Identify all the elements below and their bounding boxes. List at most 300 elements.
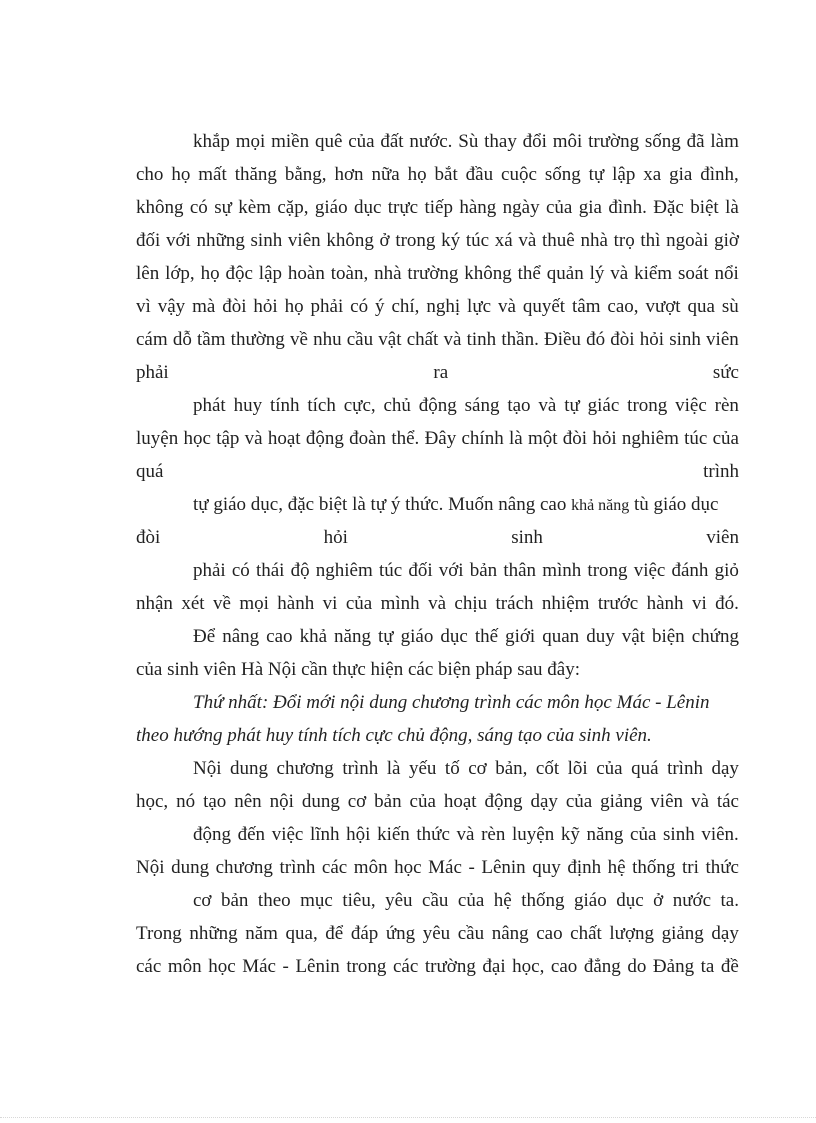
word: học (394, 857, 422, 878)
word: biệt (690, 197, 719, 218)
word: chính (461, 428, 504, 449)
word: thể (517, 263, 541, 284)
word: hỏi (639, 329, 665, 350)
word: đẳng (583, 956, 621, 977)
word: cuộc (501, 164, 537, 185)
word: trường (588, 131, 640, 152)
word: yêu (422, 923, 451, 944)
word: nâng (222, 626, 260, 647)
word: vượt (645, 296, 681, 317)
word: dục (353, 197, 382, 218)
word: hệ (607, 857, 626, 878)
word: vi (322, 593, 338, 614)
word: một (527, 428, 558, 449)
word: đến (237, 824, 266, 845)
word: cho (136, 164, 164, 185)
word: viên. (701, 824, 739, 845)
word: hoạt (267, 428, 301, 449)
word: soát (677, 263, 709, 284)
word: học (183, 428, 211, 449)
word: về (212, 593, 231, 614)
word: Điều (544, 329, 581, 350)
word: tạo (203, 791, 227, 812)
word: không (136, 197, 184, 218)
word: Nội (136, 857, 165, 878)
text-line (193, 395, 739, 417)
word: độc (225, 263, 253, 284)
word: và (538, 395, 557, 416)
word: là (725, 197, 739, 218)
word: qua, (285, 923, 318, 944)
word: túc (378, 560, 403, 581)
text-line (136, 164, 739, 186)
word: - (282, 956, 289, 977)
text-line (193, 494, 739, 517)
spread-word: viên (706, 527, 739, 548)
word: mọi (239, 593, 269, 614)
word: lập (258, 263, 283, 284)
word: và (428, 593, 446, 614)
word: đã (686, 131, 705, 152)
word: và (443, 329, 462, 350)
word: trong (346, 956, 387, 977)
word: dung (171, 857, 210, 878)
word: thuê (542, 230, 575, 251)
word: viên (706, 329, 739, 350)
word: có (189, 197, 208, 218)
word: chịu (454, 593, 488, 614)
word: thay (484, 131, 517, 152)
word: rèn (714, 395, 739, 416)
page-bottom-edge (0, 1117, 816, 1118)
word: tinh (466, 329, 497, 350)
word: cám (136, 329, 168, 350)
word: nổi (714, 263, 739, 284)
word: Đây (424, 428, 457, 449)
word: giới (505, 626, 536, 647)
word: năng (334, 626, 371, 647)
text-line: của sinh viên Hà Nội cần thực hiện các biện pháp sau đây: (136, 659, 580, 680)
text-line (193, 890, 739, 912)
word: cặp, (277, 197, 309, 218)
word: quan (542, 626, 580, 647)
word: tri (682, 857, 699, 878)
word: hành (277, 593, 315, 614)
word: với (165, 230, 191, 251)
word: hành (646, 593, 684, 614)
word: chất (570, 923, 602, 944)
word: tập (216, 428, 240, 449)
word: bản, (495, 758, 528, 779)
word: đại (482, 956, 506, 977)
word: sống (644, 131, 681, 152)
word: kèm (238, 197, 271, 218)
word: theo (257, 890, 291, 911)
word: hơn (334, 164, 364, 185)
word: dục (440, 626, 468, 647)
word: năng (586, 824, 624, 845)
word: tích (307, 395, 336, 416)
word: bản (469, 560, 498, 581)
word: của (348, 131, 375, 152)
word: họ (407, 164, 427, 185)
word: tiếp (424, 197, 453, 218)
word: đổi (522, 131, 547, 152)
text-line (136, 791, 739, 813)
word: đất (380, 131, 404, 152)
word: vi (691, 593, 707, 614)
word: đề (720, 956, 739, 977)
word: việc (271, 824, 304, 845)
word: sáng (464, 395, 500, 416)
word: nó (176, 791, 196, 812)
word: hội (346, 824, 371, 845)
word: cao (550, 956, 578, 977)
word: của (409, 791, 436, 812)
word: đó. (715, 593, 739, 614)
word: bắt (434, 164, 458, 185)
word: mình (542, 560, 582, 581)
word: nhu (313, 329, 342, 350)
word: yêu (385, 890, 413, 911)
word: luyện (136, 428, 179, 449)
word: ý (375, 296, 385, 317)
word: thăng (234, 164, 277, 185)
text-line (136, 263, 739, 285)
word: động (484, 791, 523, 812)
word: tố (444, 758, 460, 779)
text-run-small: khả năng (571, 497, 630, 514)
word: toàn, (330, 263, 369, 284)
word: chương (276, 758, 334, 779)
word: Mác (242, 956, 276, 977)
word: các (393, 956, 419, 977)
spread-word: ra (433, 362, 449, 383)
word: nhiệm (541, 593, 590, 614)
word: là (508, 428, 523, 449)
word: Đảng (652, 956, 695, 977)
word: cầu (457, 923, 485, 944)
word: phát (193, 395, 226, 416)
word: họ (171, 164, 191, 185)
word: cơ (468, 758, 487, 779)
word: trong (587, 560, 628, 581)
word: Lênin (295, 956, 340, 977)
word: thần. (501, 329, 539, 350)
word: cơ (347, 791, 367, 812)
word: trực (387, 197, 419, 218)
word: lượng (609, 923, 655, 944)
text-line (136, 428, 739, 450)
word: chứng (691, 626, 739, 647)
word: những (189, 923, 238, 944)
word: biện (651, 626, 685, 647)
word: dỗ (172, 329, 192, 350)
word: đình, (700, 164, 739, 185)
word: ứng (385, 923, 416, 944)
word: lớp, (165, 263, 195, 284)
word: qua (687, 296, 715, 317)
word: với (438, 560, 464, 581)
word: và (497, 296, 516, 317)
word: tạo (507, 395, 531, 416)
word: của (630, 824, 657, 845)
word: mọi (235, 131, 266, 152)
word: lực (467, 296, 492, 317)
word: quy (532, 857, 561, 878)
word: đánh (671, 560, 709, 581)
word: tự (564, 395, 580, 416)
word: thức (416, 824, 450, 845)
word: đòi (610, 329, 635, 350)
word: của (345, 593, 373, 614)
word: ở (379, 230, 390, 251)
word: của (712, 428, 739, 449)
word: trường (424, 956, 476, 977)
word: do (627, 956, 647, 977)
word: Trong (136, 923, 182, 944)
word: động (418, 395, 457, 416)
word: trước (597, 593, 639, 614)
word: quê (314, 131, 343, 152)
word: nghiêm (621, 428, 679, 449)
word: dục (616, 890, 644, 911)
word: trình (342, 758, 379, 779)
word: vì (136, 296, 151, 317)
spread-word: đòi (136, 527, 161, 548)
word: giỏ (714, 560, 739, 581)
word: thân (503, 560, 537, 581)
word: hỏi (253, 296, 278, 317)
word: giáo (574, 890, 607, 911)
word: đối (136, 230, 161, 251)
word: mà (192, 296, 216, 317)
word: giáo (400, 626, 434, 647)
word: dung (301, 791, 340, 812)
word: bản (220, 890, 249, 911)
word: vậy (157, 296, 186, 317)
text-line (136, 956, 739, 978)
text-line (136, 923, 739, 945)
word: có (350, 296, 369, 317)
word: quá (631, 758, 659, 779)
word: quản (546, 263, 584, 284)
word: đình. (608, 197, 647, 218)
word: kỹ (560, 824, 580, 845)
word: môn (353, 857, 388, 878)
word: cao (536, 923, 563, 944)
word: trách (495, 593, 534, 614)
word: nghị (426, 296, 461, 317)
word: là (386, 758, 401, 779)
word: nước. (409, 131, 453, 152)
word: giảng (600, 791, 643, 812)
word: nâng (491, 923, 529, 944)
word: có (231, 560, 250, 581)
word: trình (279, 857, 316, 878)
word: ta. (720, 890, 739, 911)
word: lĩnh (309, 824, 340, 845)
word: gia (578, 197, 602, 218)
word: gia (669, 164, 693, 185)
word: bằng, (284, 164, 327, 185)
word: chương (215, 857, 273, 878)
word: học (208, 956, 236, 977)
word: hỏi (592, 428, 617, 449)
word: trong (627, 395, 668, 416)
word: đáp (350, 923, 379, 944)
word: và (244, 428, 263, 449)
word: viên (650, 791, 684, 812)
text-line (136, 197, 739, 219)
word: sống (544, 164, 581, 185)
word: tác (716, 791, 739, 812)
word: và (456, 824, 475, 845)
word: cực, (343, 395, 376, 416)
word: sự (214, 197, 232, 218)
word: trình (667, 758, 703, 779)
word: nước (672, 890, 712, 911)
word: ta (700, 956, 715, 977)
spread-word: hỏi (323, 527, 348, 548)
word: chí, (391, 296, 420, 317)
word: và (518, 230, 537, 251)
word: sinh (250, 230, 283, 251)
text-line (193, 758, 739, 780)
word: nữa (371, 164, 400, 185)
word: ký (441, 230, 461, 251)
word: cốt (535, 758, 560, 779)
word: ở (653, 890, 664, 911)
spread-word: sức (712, 362, 739, 383)
word: chủ (383, 395, 411, 416)
word: cao, (607, 296, 639, 317)
text-line (193, 560, 739, 582)
word: rèn (481, 824, 506, 845)
text-line (136, 329, 739, 351)
word: mất (198, 164, 227, 185)
word: mình (380, 593, 420, 614)
word: thường (230, 329, 285, 350)
word: giờ (714, 230, 739, 251)
italic-heading-line: theo hướng phát huy tính tích cực chủ động, sáng tạo của sinh viên. (136, 725, 652, 746)
text-run: tù giáo dục (629, 494, 719, 515)
word: dung (230, 758, 269, 779)
word: hàng (459, 197, 497, 218)
word: và (610, 263, 629, 284)
word: độ (290, 560, 310, 581)
word: giác (587, 395, 620, 416)
word: trường (407, 263, 459, 284)
word: dạy (711, 923, 739, 944)
word: thống (521, 890, 565, 911)
word: môi (552, 131, 583, 152)
word: của (457, 890, 485, 911)
word: của (545, 197, 573, 218)
word: dạy (711, 758, 739, 779)
word: tầm (197, 329, 226, 350)
text-line (193, 131, 739, 153)
word: hoạt (443, 791, 477, 812)
word: tự (588, 164, 605, 185)
word: cầu (346, 329, 374, 350)
word: thống (632, 857, 676, 878)
text-line (193, 824, 739, 846)
word: nội (269, 791, 294, 812)
word: Sù (458, 131, 479, 152)
word: và (690, 791, 709, 812)
word: lên (136, 263, 160, 284)
text-line (136, 857, 739, 879)
spread-word: phải (136, 362, 169, 383)
word: chất (406, 329, 439, 350)
word: của (565, 791, 593, 812)
word: hoàn (287, 263, 325, 284)
word: tự (378, 626, 394, 647)
spread-line (136, 362, 739, 384)
word: động (305, 428, 344, 449)
word: nghiêm (315, 560, 373, 581)
word: thể. (391, 428, 420, 449)
word: thì (640, 230, 661, 251)
word: vật (621, 626, 645, 647)
word: họ (200, 263, 220, 284)
word: - (468, 857, 475, 878)
word: sinh (669, 329, 701, 350)
word: hệ (493, 890, 512, 911)
word: Nội (193, 758, 222, 779)
word: động (193, 824, 231, 845)
text-line (136, 593, 739, 615)
word: tiêu, (342, 890, 376, 911)
word: Mác (428, 857, 462, 878)
word: vật (378, 329, 402, 350)
word: không (464, 263, 512, 284)
word: khắp (193, 131, 230, 152)
word: lõi (567, 758, 588, 779)
word: việc (633, 560, 666, 581)
word: khả (299, 626, 327, 647)
word: cầu (422, 890, 449, 911)
word: nên (234, 791, 262, 812)
word: định (567, 857, 602, 878)
word: Đặc (653, 197, 684, 218)
word: năm (245, 923, 278, 944)
word: kiểm (634, 263, 673, 284)
word: môn (167, 956, 202, 977)
text-line (136, 230, 739, 252)
word: tính (269, 395, 300, 416)
spread-line (136, 461, 739, 483)
word: kiến (377, 824, 410, 845)
word: học, (512, 956, 545, 977)
word: túc (465, 230, 490, 251)
word: xá (494, 230, 513, 251)
word: các (136, 956, 162, 977)
word: cơ (193, 890, 212, 911)
word: tâm (571, 296, 601, 317)
spread-word: quá (136, 461, 164, 482)
word: huy (233, 395, 263, 416)
word: phải (193, 560, 226, 581)
text-run: tự giáo dục, đặc biệt là tự ý thức. Muốn nâng cao (193, 494, 572, 515)
word: lập (612, 164, 636, 185)
word: viên (287, 230, 321, 251)
word: yếu (408, 758, 437, 779)
word: nhận (136, 593, 173, 614)
word: giảng (661, 923, 704, 944)
word: sinh (663, 824, 695, 845)
